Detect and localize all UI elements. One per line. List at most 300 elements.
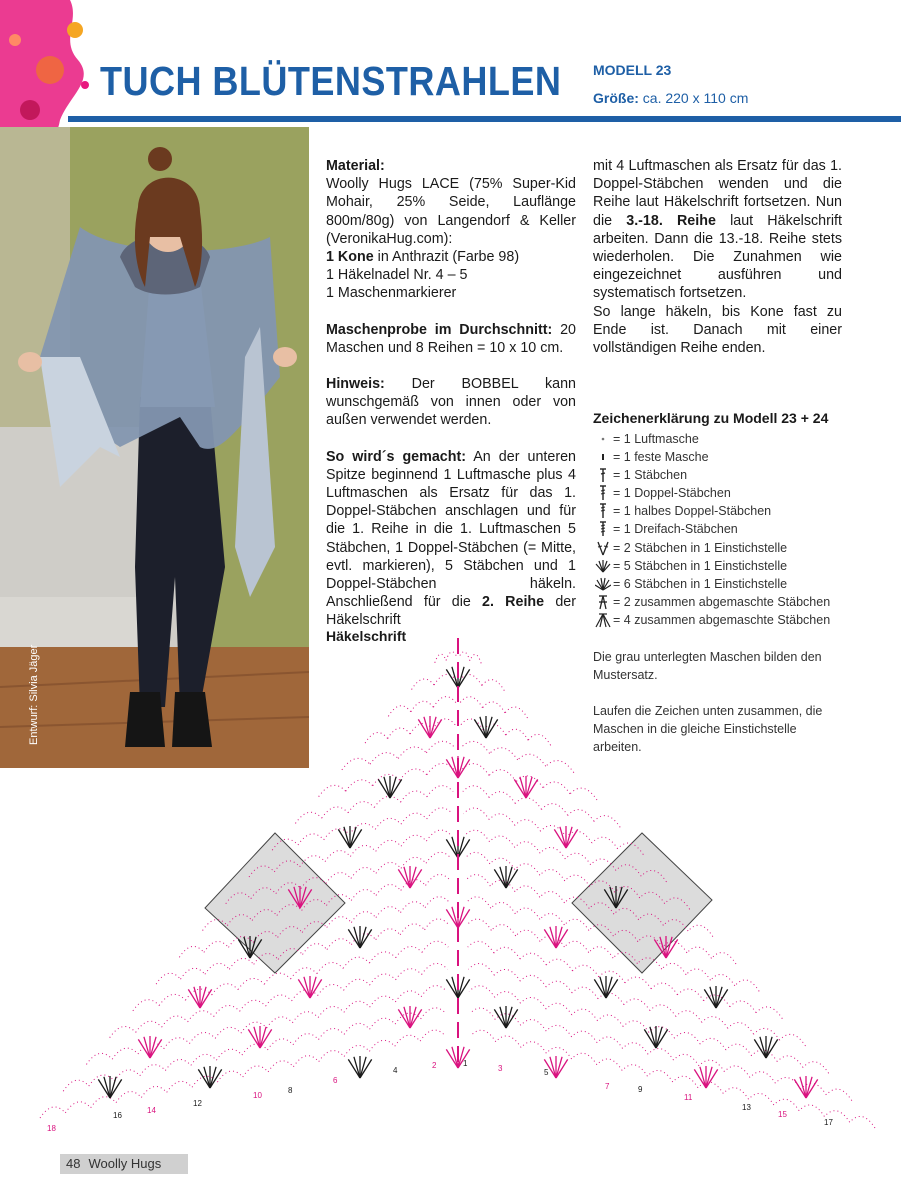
chain-arc — [242, 1044, 268, 1055]
pattern-repeat-note: Die grau unterlegten Maschen bilden den Mustersatz. — [593, 650, 822, 682]
chain-arc — [540, 847, 565, 859]
chain-arc — [346, 780, 373, 791]
stitch-mark — [304, 977, 310, 998]
stitch-mark — [194, 987, 200, 1008]
stitch-mark — [644, 1029, 656, 1048]
chain-arc — [204, 941, 229, 952]
stitch-mark — [430, 717, 436, 738]
model-number: MODELL 23 — [593, 62, 672, 78]
chain-arc — [468, 964, 494, 976]
chain-arc — [292, 1012, 318, 1023]
stitch-mark — [104, 1077, 110, 1098]
chain-arc — [141, 1086, 166, 1097]
legend-text: = 2 zusammen abgemaschte Stäbchen — [613, 594, 831, 609]
stitch-mark — [350, 829, 362, 848]
chain-arc — [756, 1007, 782, 1019]
chain-arc — [648, 1049, 673, 1061]
chain-arc — [426, 741, 454, 753]
stitch-mark — [766, 1037, 772, 1058]
chain-arc — [662, 963, 686, 974]
legend-text: = 1 Dreifach-Stäbchen — [613, 522, 738, 537]
chain-arc — [426, 875, 451, 886]
stitch-mark — [526, 777, 532, 798]
chain-arc — [319, 785, 346, 796]
stitch-mark — [390, 777, 396, 798]
chain-arc — [425, 919, 449, 930]
chain-arc — [494, 969, 520, 981]
chain-arc — [543, 782, 570, 794]
gauge-text: 20 Maschen und 8 Reihen = 10 x 10 cm. — [326, 321, 576, 356]
chain-arc — [735, 980, 759, 991]
chain-arc — [140, 1065, 166, 1076]
chain-arc — [215, 1027, 241, 1038]
chain-arc — [395, 991, 421, 1002]
chain-arc — [421, 986, 447, 997]
stitch-mark — [760, 1037, 766, 1058]
chain-arc — [293, 1056, 318, 1067]
chain-arc — [181, 968, 205, 979]
row-number: 3 — [498, 1064, 503, 1073]
stitch-mark — [474, 719, 486, 738]
chain-arc — [461, 741, 489, 753]
stitch-mark — [700, 1067, 706, 1088]
chain-arc — [164, 1038, 190, 1049]
triple-treble-icon — [595, 521, 611, 537]
stitch-mark — [198, 1069, 210, 1088]
chain-arc — [303, 944, 327, 955]
chain-arc — [395, 1035, 420, 1046]
page-title: TUCH BLÜTENSTRAHLEN — [100, 58, 562, 104]
stitch-mark — [310, 977, 316, 998]
chain-arc — [466, 875, 491, 886]
chain-arc — [344, 979, 370, 990]
chain-arc — [698, 1082, 723, 1094]
chain-arc — [491, 925, 515, 936]
chain-arc — [521, 1042, 546, 1054]
legend-text: = 1 Stäbchen — [613, 468, 688, 483]
chain-arc — [266, 995, 292, 1006]
chain-arc — [515, 908, 540, 919]
chain-arc — [777, 1056, 803, 1068]
chain-arc — [369, 952, 395, 963]
chain-arc — [344, 1045, 369, 1056]
chain-arc — [133, 1000, 159, 1011]
continue-text-2: laut Häkelschrift arbeiten. Dann die 13.-18. Reihe stets wiederholen. Die Zunahmen wie eingezeichnet ausführen und systematisch fortsetzen. — [593, 212, 842, 302]
stitch-mark — [360, 927, 366, 948]
chain-arc — [326, 873, 351, 884]
stitch-mark — [410, 1009, 422, 1028]
chain-arc — [91, 1097, 116, 1108]
chain-arc — [647, 1070, 672, 1082]
chain-arc — [469, 986, 495, 998]
stitch-mark — [526, 779, 538, 798]
chain-arc — [688, 925, 713, 936]
chain-arc — [542, 804, 568, 816]
stitch-mark — [806, 1077, 812, 1098]
chain-arc — [540, 891, 565, 902]
chain-arc — [470, 654, 481, 663]
chain-arc — [520, 997, 546, 1009]
chain-arc — [216, 1049, 242, 1060]
chain-arc — [651, 983, 677, 995]
chain-arc — [520, 975, 546, 987]
chain-arc — [710, 974, 734, 985]
size-info — [593, 90, 748, 106]
chain-arc — [396, 969, 422, 980]
chain-arc — [546, 1003, 572, 1015]
chain-arc — [388, 706, 411, 717]
chain-arc — [400, 924, 424, 935]
chain-arc — [167, 1081, 192, 1092]
chain-arc — [369, 1040, 394, 1051]
row-number: 15 — [778, 1110, 787, 1119]
hint-heading: Hinweis: — [326, 376, 385, 393]
stitch-mark — [514, 779, 526, 798]
chain-arc — [494, 947, 520, 959]
stitch-mark — [390, 779, 402, 798]
stitch-mark — [494, 1009, 506, 1028]
stitch-mark — [338, 829, 350, 848]
chain-arc — [598, 993, 624, 1005]
stitch-mark — [446, 909, 458, 928]
chain-arc — [467, 919, 491, 930]
stitch-mark — [656, 1027, 662, 1048]
chain-arc — [375, 818, 401, 829]
stitch-mark — [204, 1067, 210, 1088]
stitch-mark — [348, 929, 360, 948]
chain-arc — [159, 994, 185, 1005]
stitch-mark — [500, 1007, 506, 1028]
chain-arc — [496, 1036, 521, 1048]
stitch-mark — [704, 989, 716, 1008]
chain-arc — [515, 886, 540, 897]
stitch-mark — [458, 759, 470, 778]
howto-text: An der unteren Spitze beginnend 1 Luftmasche plus 4 Luftmaschen als Ersatz für das 1. Doppel-Stäbchen anschlagen und für die 1. Reihe in die 1. Luftmaschen 5 Stäbchen, 1 Doppel-Stäbchen (= Mitte, evtl. markieren), 5 Stäbchen und 1 Doppel-Stäbchen häkeln. Anschließend für die — [326, 448, 576, 611]
stitch-mark — [360, 1057, 366, 1078]
stitch-mark — [200, 987, 206, 1008]
chain-arc — [110, 1027, 136, 1038]
chain-arc — [623, 1043, 648, 1055]
header-rule — [68, 116, 901, 122]
chain-arc — [687, 947, 712, 958]
kone-color: in Anthrazit (Farbe 98) — [373, 249, 520, 266]
chain-arc — [189, 1033, 215, 1044]
chain-arc — [490, 836, 515, 848]
chain-arc — [495, 992, 521, 1004]
chain-arc — [598, 1015, 624, 1027]
material-text: Woolly Hugs LACE (75% Super-Kid Mohair, 25% Seide, Lauflänge 800m/80g) von Langendorf & Keller (VeronikaHug.com): — [326, 176, 576, 247]
five-dc-same-stitch-icon — [595, 558, 611, 574]
stitch-mark — [556, 1057, 562, 1078]
chain-arc — [546, 761, 574, 773]
stitch-mark — [794, 1079, 806, 1098]
stitch-mark — [210, 1067, 216, 1088]
stitch-mark — [348, 1059, 360, 1078]
chain-arc — [572, 1053, 597, 1065]
chain-arc — [401, 791, 427, 802]
same-stitch-note: Laufen die Zeichen unten zusammen, die Maschen in die gleiche Einstichstelle arbeiten. — [593, 704, 823, 754]
chain-arc — [188, 1011, 214, 1022]
stitch-mark — [398, 1009, 410, 1028]
stitch-mark — [98, 1079, 110, 1098]
chain-arc — [365, 733, 388, 744]
chain-arc — [546, 959, 572, 971]
chain-arc — [426, 830, 451, 841]
chain-arc — [515, 820, 541, 832]
chain-arc — [528, 734, 550, 745]
stitch-mark — [494, 869, 506, 888]
stitch-mark — [480, 717, 486, 738]
chain-arc — [482, 680, 504, 691]
chain-arc — [491, 902, 516, 913]
stitch-mark — [404, 1007, 410, 1028]
stitch-mark — [150, 1039, 162, 1058]
chain-arc — [546, 1025, 571, 1037]
chain-arc — [490, 748, 518, 760]
chain-arc — [191, 1054, 217, 1065]
stitch-mark — [200, 989, 212, 1008]
chain-arc — [803, 1062, 829, 1074]
chain-arc — [179, 946, 204, 957]
chain-arc — [564, 941, 588, 952]
stitch-mark — [354, 927, 360, 948]
chain-arc — [376, 840, 401, 851]
chain-arc — [674, 1054, 699, 1066]
chain-arc — [471, 1030, 496, 1042]
row-number: 1 — [463, 1059, 468, 1068]
chain-arc — [214, 1005, 240, 1016]
stitch-mark — [398, 869, 410, 888]
chain-arc — [826, 1089, 851, 1101]
chain-arc — [750, 1072, 775, 1084]
chain-arc — [217, 1071, 242, 1082]
stitch-mark — [260, 1029, 272, 1048]
chain-arc — [568, 810, 594, 822]
chain-arc — [540, 914, 565, 925]
stitch-mark — [566, 827, 572, 848]
legend-text: = 1 Luftmasche — [613, 432, 699, 446]
stitch-mark — [410, 869, 422, 888]
six-dc-same-stitch-icon — [595, 576, 611, 592]
chain-arc — [546, 981, 572, 993]
stitch-mark — [560, 827, 566, 848]
chain-arc — [376, 885, 401, 896]
chain-arc — [351, 890, 376, 901]
two-dc-same-stitch-icon — [595, 540, 611, 556]
stitch-mark — [446, 979, 458, 998]
chain-arc — [412, 679, 435, 690]
stitch-mark — [446, 839, 458, 858]
row-number: 8 — [288, 1086, 293, 1095]
stitch-mark — [354, 1057, 360, 1078]
stitch-mark — [418, 719, 430, 738]
stitch-mark — [378, 779, 390, 798]
chain-arc — [570, 788, 597, 800]
chain-arc — [466, 897, 491, 908]
chain-arc — [401, 857, 426, 868]
legend-text: = 6 Stäbchen in 1 Einstichstelle — [613, 576, 788, 591]
chain-arc — [505, 707, 527, 718]
stitch-mark — [254, 1027, 260, 1048]
chain-arc — [565, 875, 590, 886]
chain-arc — [165, 1059, 191, 1070]
chain-arc — [464, 808, 490, 820]
chain-arc — [348, 802, 374, 813]
chain-arc — [515, 798, 541, 810]
chain-arc — [426, 852, 451, 863]
chain-arc — [243, 1066, 268, 1077]
chain-arc — [65, 1102, 90, 1113]
chain-arc — [749, 1093, 774, 1105]
chain-arc — [686, 969, 710, 980]
chain-arc — [370, 1018, 396, 1029]
chain-arc — [400, 902, 425, 913]
chain-arc — [114, 1070, 140, 1081]
stitch-mark — [550, 927, 556, 948]
chain-arc — [374, 796, 400, 807]
chart-label: Häkelschrift — [326, 628, 407, 644]
chain-arc — [521, 1020, 546, 1032]
stitch-mark — [424, 717, 430, 738]
stitch-mark — [344, 827, 350, 848]
chain-arc — [401, 880, 426, 891]
legend-text: = 4 zusammen abgemaschte Stäbchen — [613, 612, 831, 627]
chain-arc — [318, 1006, 344, 1017]
row-number: 5 — [544, 1068, 549, 1077]
chain-arc — [723, 1088, 748, 1100]
marker-info: 1 Maschenmarkierer — [326, 285, 457, 302]
chain-arc — [726, 1044, 752, 1056]
chain-arc — [427, 808, 453, 819]
chain-arc — [433, 697, 456, 708]
stitch-mark — [350, 827, 356, 848]
chain-arc — [398, 747, 426, 759]
chain-arc — [376, 929, 400, 940]
chain-arc — [344, 1001, 370, 1012]
chain-arc — [295, 812, 321, 823]
chain-arc — [422, 941, 448, 952]
stitch-mark — [446, 669, 458, 688]
stitch-mark — [248, 1029, 260, 1048]
legend-text: = 5 Stäbchen in 1 Einstichstelle — [613, 558, 788, 573]
chain-arc — [351, 912, 376, 923]
stitch-mark — [506, 867, 512, 888]
finish-text: So lange häkeln, bis Kone fast zu Ende ist. Danach mit einer vollständigen Reihe enden. — [593, 303, 842, 357]
row-number: 14 — [147, 1106, 156, 1115]
row-number: 11 — [684, 1093, 693, 1102]
stitch-mark — [110, 1077, 116, 1098]
chain-arc — [465, 852, 490, 863]
stitch-mark — [806, 1079, 818, 1098]
chain-arc — [520, 953, 546, 965]
chain-arc — [240, 1000, 266, 1011]
howto-text-end: der Häkelschrift — [326, 594, 577, 629]
stitch-mark — [144, 1037, 150, 1058]
page-footer — [60, 1154, 188, 1174]
kone-amount: 1 Kone — [326, 249, 374, 266]
chain-arc — [597, 1059, 622, 1071]
chain-arc — [400, 769, 427, 780]
chain-arc — [711, 953, 736, 964]
magazine-name: Woolly Hugs — [88, 1156, 162, 1171]
legend-text: = 2 Stäbchen in 1 Einstichstelle — [613, 540, 788, 555]
chain-arc — [780, 1034, 806, 1046]
stitch-mark — [706, 1067, 712, 1088]
chain-arc — [396, 947, 422, 958]
row-number: 9 — [638, 1085, 643, 1094]
page-number: 48 — [66, 1156, 81, 1171]
chain-arc — [401, 835, 426, 846]
chain-arc — [205, 963, 229, 974]
chain-arc — [40, 1107, 65, 1118]
chain-arc — [267, 1017, 293, 1028]
chain-arc — [388, 728, 411, 739]
chain-arc — [624, 999, 650, 1011]
chain-arc — [317, 962, 343, 973]
chain-arc — [229, 958, 253, 969]
stitch-mark — [520, 777, 526, 798]
stitch-mark — [656, 1029, 668, 1048]
legend-text: = 1 Doppel-Stäbchen — [613, 486, 731, 501]
chain-arc — [592, 837, 618, 849]
stitch-mark — [800, 1077, 806, 1098]
chain-arc — [162, 1016, 188, 1027]
chain-arc — [238, 978, 264, 989]
chain-arc — [673, 1076, 698, 1088]
stitch-mark — [410, 867, 416, 888]
legend-title: Zeichenerklärung zu Modell 23 + 24 — [593, 410, 829, 426]
chain-arc — [799, 1105, 824, 1117]
stitch-mark — [458, 909, 470, 928]
chain-arc — [343, 957, 369, 968]
stitch-mark — [150, 1037, 156, 1058]
stitch-mark — [500, 867, 506, 888]
chain-arc — [460, 697, 482, 708]
chain-arc — [63, 1080, 89, 1091]
chain-arc — [351, 867, 376, 878]
chain-arc — [156, 973, 180, 984]
chain-arc — [268, 1061, 293, 1072]
chain-arc — [468, 941, 494, 953]
row-number: 16 — [113, 1111, 122, 1120]
photo-credit: Entwurf: Silvia Jäger — [28, 644, 40, 745]
chain-arc — [370, 974, 396, 985]
chain-arc — [293, 1034, 319, 1045]
row-number: 10 — [253, 1091, 262, 1100]
stitch-mark — [188, 989, 200, 1008]
chain-arc — [730, 1001, 756, 1013]
chain-arc — [376, 907, 401, 918]
needle-info: 1 Häkelnadel Nr. 4 – 5 — [326, 267, 468, 284]
chain-arc — [702, 1017, 728, 1029]
chain-arc — [421, 1008, 447, 1019]
treble-crochet-icon — [595, 485, 611, 501]
chain-arc — [676, 1011, 702, 1023]
chain-arc — [516, 930, 540, 941]
chain-arc — [675, 1032, 701, 1044]
row-number: 2 — [432, 1061, 437, 1070]
row-number: 4 — [393, 1066, 398, 1075]
chain-arc — [425, 897, 450, 908]
stitch-mark — [554, 829, 566, 848]
stitch-mark — [600, 977, 606, 998]
stitch-mark — [506, 1007, 512, 1028]
row-number: 7 — [605, 1082, 610, 1091]
legend-text: = 1 feste Masche — [613, 450, 709, 465]
chain-arc — [411, 701, 434, 712]
stitch-mark — [556, 927, 562, 948]
howto-heading: So wird´s gemacht: — [326, 448, 467, 465]
